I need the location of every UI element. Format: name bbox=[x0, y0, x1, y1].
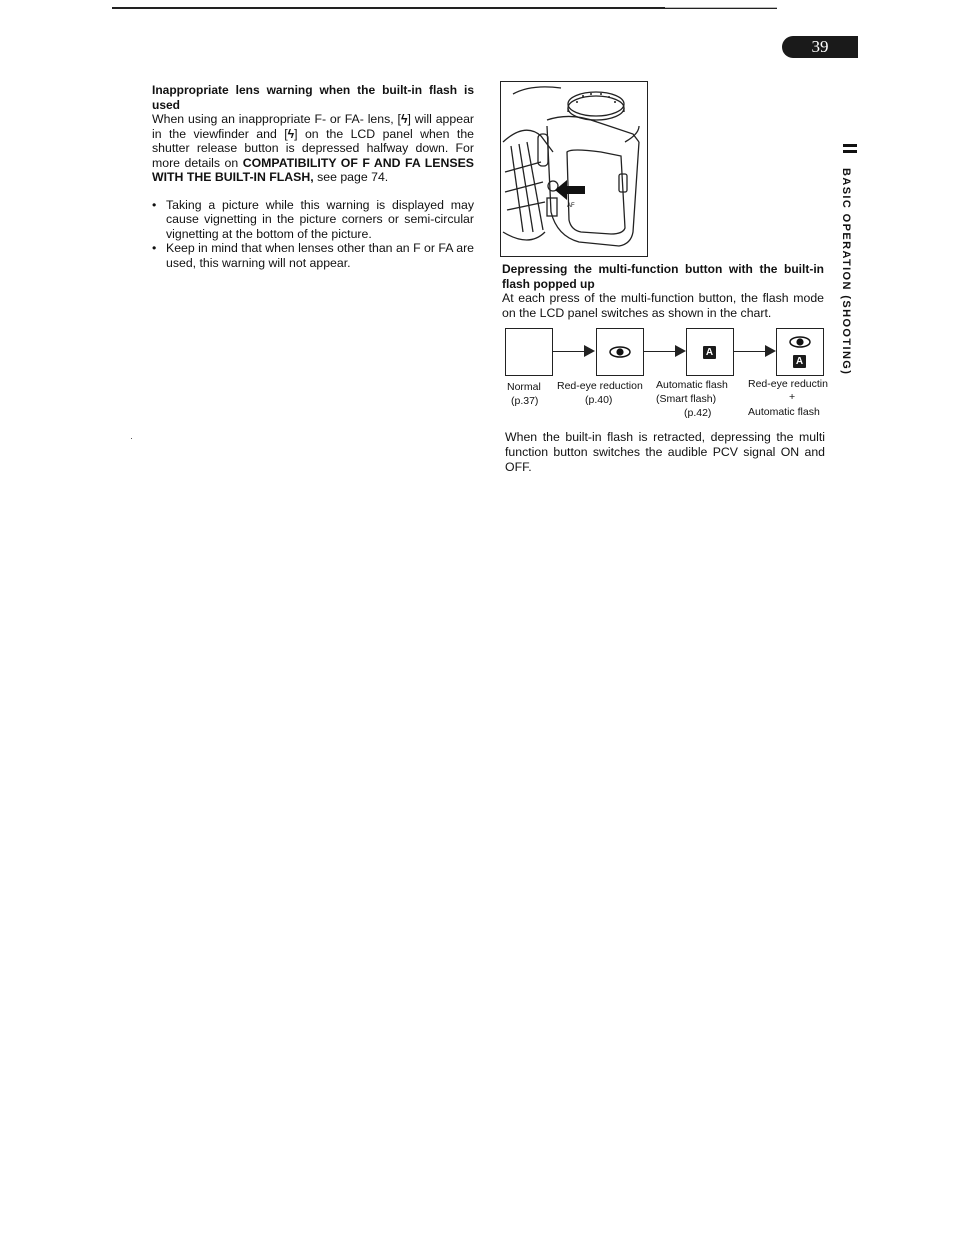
top-rule-thin bbox=[665, 7, 777, 8]
auto-flash-icon: A bbox=[793, 355, 806, 368]
mode-label-red-eye: Red-eye reduction bbox=[557, 380, 643, 392]
arrow-icon bbox=[675, 345, 686, 357]
camera-drawing bbox=[501, 82, 647, 256]
mode-label-normal: Normal bbox=[507, 381, 541, 393]
flash-mode-chart bbox=[505, 325, 835, 425]
arrow-line bbox=[733, 351, 767, 352]
af-button-label: AF bbox=[567, 203, 575, 209]
mode-page-red-eye: (p.40) bbox=[585, 394, 613, 406]
lens-warning-heading: Inappropriate lens warning when the built-in flash is used bbox=[152, 83, 474, 112]
arrow-icon bbox=[765, 345, 776, 357]
arrow-line bbox=[552, 351, 586, 352]
mode-page-auto: (p.42) bbox=[684, 407, 712, 419]
multi-function-intro: At each press of the multi-function button, the flash mode on the LCD panel switches as shown in the chart. bbox=[502, 291, 824, 320]
compatibility-reference: COMPATIBILITY OF F AND FA LENSES WITH THE BUILT-IN FLASH, bbox=[152, 155, 474, 184]
page-number-tab: 39 bbox=[782, 36, 858, 58]
list-item: • Taking a picture while this warning is displayed may cause vignetting in the picture corners or semi-circular vignetting at the bottom of the picture. bbox=[152, 198, 474, 242]
mode-note-auto: (Smart flash) bbox=[656, 393, 717, 405]
retracted-flash-paragraph: When the built-in flash is retracted, depressing the multi function button switches the audible PCV signal ON and OFF. bbox=[505, 430, 825, 474]
section-label: BASIC OPERATION (SHOOTING) bbox=[840, 168, 852, 376]
camera-illustration bbox=[500, 81, 648, 257]
red-eye-icon bbox=[789, 336, 811, 348]
mode-label-auto: Automatic flash bbox=[656, 379, 728, 391]
mode-label-red-eye-auto: Red-eye reductin bbox=[748, 378, 828, 390]
flash-warning-icon: ϟ bbox=[287, 126, 295, 141]
arrow-line bbox=[643, 351, 677, 352]
retracted-flash-note bbox=[505, 430, 825, 475]
mode-extra-red-eye-auto: Automatic flash bbox=[748, 406, 820, 418]
warning-notes-list bbox=[152, 198, 474, 271]
normal-mode-box bbox=[505, 328, 553, 376]
red-eye-icon bbox=[609, 346, 631, 358]
lens-warning-section bbox=[152, 83, 474, 270]
section-marker-bars bbox=[843, 144, 857, 156]
red-eye-auto-mode-box bbox=[776, 328, 824, 376]
auto-flash-mode-box bbox=[686, 328, 734, 376]
mode-page-normal: (p.37) bbox=[511, 395, 539, 407]
multi-function-section bbox=[502, 262, 824, 320]
auto-flash-icon: A bbox=[703, 346, 716, 359]
lens-warning-paragraph: When using an inappropriate F- or FA- lens, [ϟ] will appear in the viewfinder and [ϟ] on the LCD panel when the shutter release button is depressed halfway down. For more details on COMPATIBILITY OF F AND FA LENSES WITH THE BUILT-IN FLASH, see page 74. bbox=[152, 112, 474, 184]
red-eye-mode-box bbox=[596, 328, 644, 376]
mode-plus: + bbox=[789, 391, 796, 403]
flash-warning-icon: ϟ bbox=[400, 112, 408, 126]
arrow-icon bbox=[584, 345, 595, 357]
list-item: • Keep in mind that when lenses other than an F or FA are used, this warning will not appear. bbox=[152, 241, 474, 270]
stray-dot bbox=[131, 438, 132, 439]
multi-function-heading: Depressing the multi-function button with the built-in flash popped up bbox=[502, 262, 824, 291]
